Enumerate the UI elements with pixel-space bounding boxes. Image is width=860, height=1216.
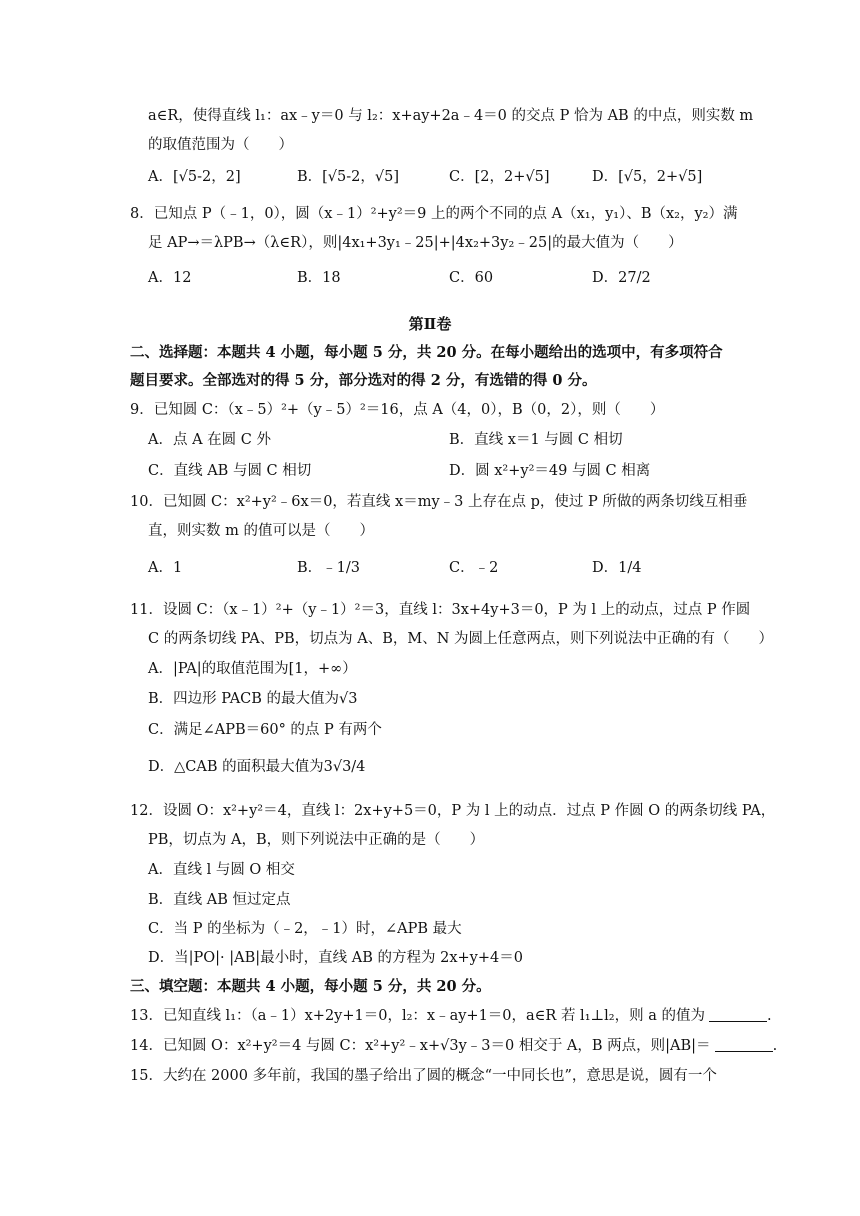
q12-option-a: A．直线 l 与圆 O 相交 bbox=[148, 862, 295, 878]
q12-line2: PB，切点为 A，B，则下列说法中正确的是（ ） bbox=[148, 832, 485, 848]
q12-line1: 12．设圆 O：x²+y²＝4，直线 l：2x+y+5＝0，P 为 l 上的动点．过点 P 作圆 O 的两条切线 PA， bbox=[130, 803, 776, 819]
q9-option-d: D．圆 x²+y²＝49 与圆 C 相离 bbox=[449, 463, 651, 479]
q15-line1: 15．大约在 2000 多年前，我国的墨子给出了圆的概念“一中同长也”，意思是说，圆有一个 bbox=[130, 1068, 717, 1084]
q12-option-c: C．当 P 的坐标为（﹣2，﹣1）时，∠APB 最大 bbox=[148, 921, 462, 937]
q12-option-b: B．直线 AB 恒过定点 bbox=[148, 892, 291, 908]
q13-line bbox=[130, 1006, 772, 1026]
q10-option-c: C．﹣2 bbox=[449, 560, 499, 576]
q11-option-b: B．四边形 PACB 的最大值为√3 bbox=[148, 691, 358, 707]
q11-option-c: C．满足∠APB＝60° 的点 P 有两个 bbox=[148, 722, 382, 738]
q12-option-d: D．当|PO|· |AB|最小时，直线 AB 的方程为 2x+y+4＝0 bbox=[148, 950, 523, 966]
q14-end: . bbox=[772, 1038, 778, 1054]
q7-line1: a∈R，使得直线 l₁：ax﹣y＝0 与 l₂：x+ay+2a﹣4＝0 的交点 P 恰为 AB 的中点，则实数 m bbox=[148, 108, 754, 124]
q9-stem: 9．已知圆 C：（x﹣5）²+（y﹣5）²＝16，点 A（4，0），B（0，2），则（ ） bbox=[130, 402, 665, 418]
q8-line1: 8．已知点 P（﹣1，0），圆（x﹣1）²+y²＝9 上的两个不同的点 A（x₁，y₁）、B（x₂，y₂）满 bbox=[130, 206, 738, 222]
q10-line2: 直，则实数 m 的值可以是（ ） bbox=[148, 523, 374, 539]
section2-title: 第Ⅱ卷 bbox=[408, 315, 452, 333]
q9-option-a: A．点 A 在圆 C 外 bbox=[148, 432, 271, 448]
q9-option-b: B．直线 x＝1 与圆 C 相切 bbox=[449, 432, 623, 448]
q7-option-b: B．[√5-2，√5] bbox=[297, 169, 400, 185]
q11-option-d: D．△CAB 的面积最大值为3√3/4 bbox=[148, 759, 366, 775]
q14-line bbox=[130, 1036, 777, 1056]
q13-answer-blank[interactable] bbox=[709, 1007, 767, 1022]
q13-end: . bbox=[766, 1008, 772, 1024]
q7-option-c: C．[2，2+√5] bbox=[449, 169, 550, 185]
q10-option-a: A．1 bbox=[148, 560, 183, 576]
q8-option-b: B．18 bbox=[297, 270, 341, 286]
q10-line1: 10．已知圆 C：x²+y²﹣6x＝0，若直线 x＝my﹣3 上存在点 p，使过 P 所做的两条切线互相垂 bbox=[130, 494, 748, 510]
q8-option-c: C．60 bbox=[449, 270, 494, 286]
q10-option-b: B．﹣1/3 bbox=[297, 560, 360, 576]
section3-heading: 三、填空题：本题共 4 小题，每小题 5 分，共 20 分。 bbox=[130, 978, 491, 995]
q7-line2: 的取值范围为（ ） bbox=[148, 137, 293, 153]
q13-stem: 13．已知直线 l₁：（a﹣1）x+2y+1＝0，l₂：x﹣ay+1＝0，a∈R 若 l₁⊥l₂，则 a 的值为 bbox=[130, 1008, 705, 1024]
q8-option-d: D．27/2 bbox=[592, 270, 651, 286]
q11-line1: 11．设圆 C：（x﹣1）²+（y﹣1）²＝3，直线 l：3x+4y+3＝0，P 为 l 上的动点，过点 P 作圆 bbox=[130, 602, 751, 618]
q11-option-a: A．|PA|的取值范围为[1，+∞） bbox=[148, 661, 357, 677]
q14-answer-blank[interactable] bbox=[715, 1037, 773, 1052]
q7-option-a: A．[√5-2，2] bbox=[148, 169, 241, 185]
q10-option-d: D．1/4 bbox=[592, 560, 642, 576]
section2-heading-line1: 二、选择题：本题共 4 小题，每小题 5 分，共 20 分。在每小题给出的选项中，有多项符合 bbox=[130, 344, 723, 361]
q8-line2: 足 AP→＝λPB→（λ∈R），则|4x₁+3y₁﹣25|+|4x₂+3y₂﹣25|的最大值为（ ） bbox=[148, 235, 683, 251]
q8-option-a: A．12 bbox=[148, 270, 192, 286]
q9-option-c: C．直线 AB 与圆 C 相切 bbox=[148, 463, 312, 479]
q7-option-d: D．[√5，2+√5] bbox=[592, 169, 703, 185]
section2-heading-line2: 题目要求。全部选对的得 5 分，部分选对的得 2 分，有选错的得 0 分。 bbox=[130, 372, 597, 389]
q11-line2: C 的两条切线 PA、PB，切点为 A、B，M、N 为圆上任意两点，则下列说法中正确的有（ ） bbox=[148, 631, 773, 647]
q14-stem: 14．已知圆 O：x²+y²＝4 与圆 C：x²+y²﹣x+√3y﹣3＝0 相交于 A，B 两点，则|AB|＝ bbox=[130, 1038, 711, 1054]
